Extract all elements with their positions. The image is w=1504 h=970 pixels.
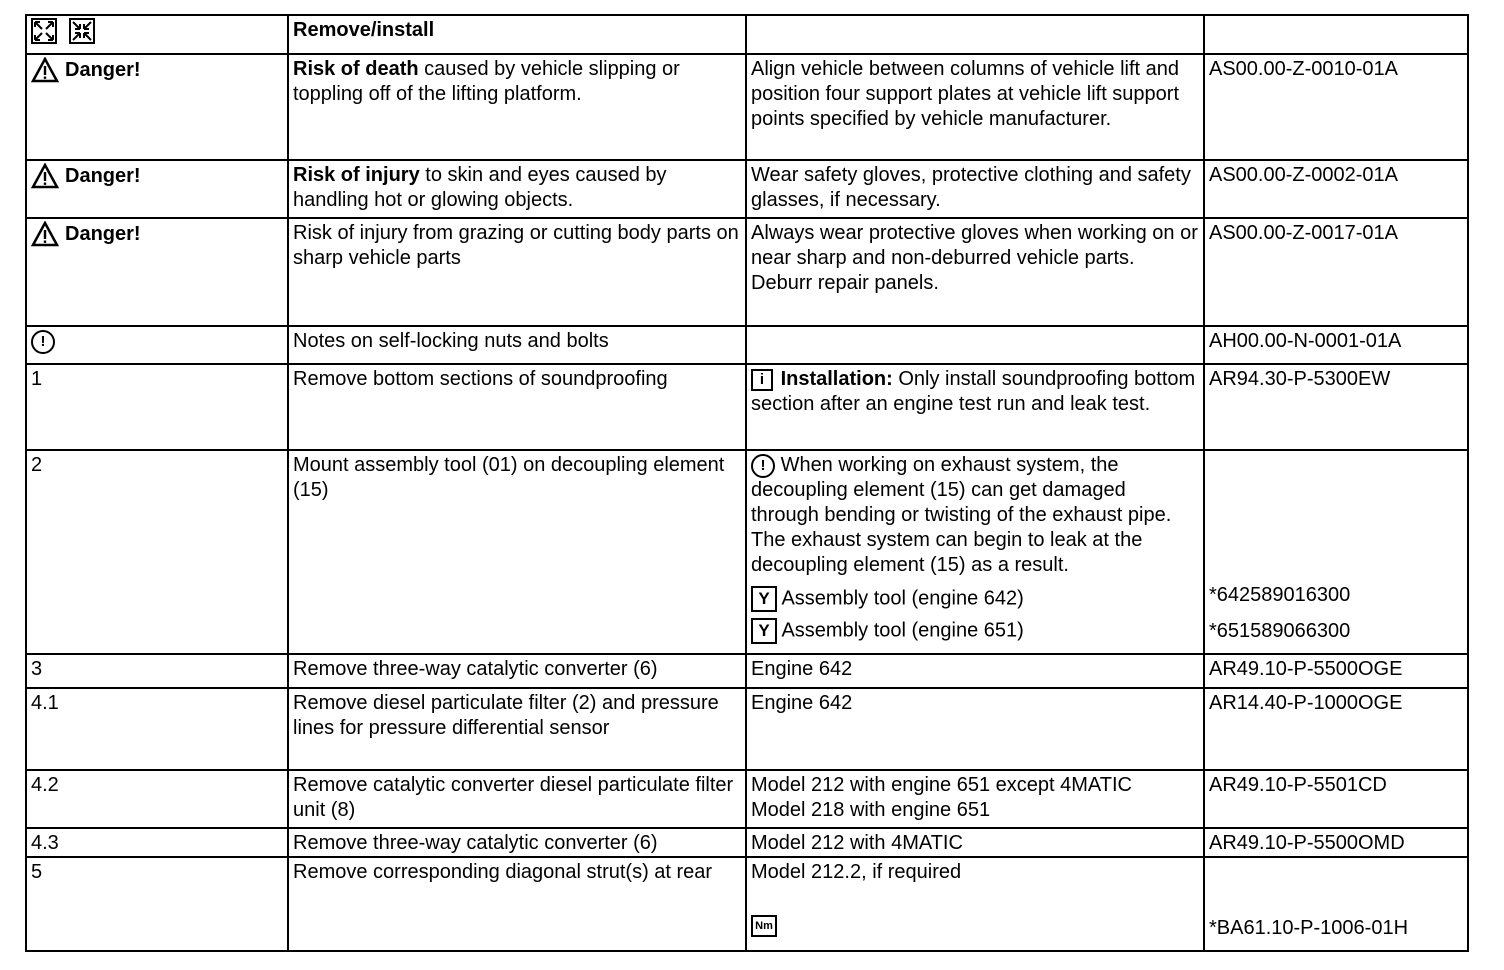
procedure-table <box>25 14 1469 952</box>
danger-cell <box>26 218 288 326</box>
step-description: Mount assembly tool (01) on decoupling element (15) <box>288 450 746 654</box>
danger-label: Danger! <box>65 164 141 187</box>
warning-triangle-icon <box>31 163 59 189</box>
installation-text: Only install soundproofing bottom section after an engine test run and leak test. <box>751 368 1196 415</box>
step-description: Remove bottom sections of soundproofing <box>288 364 746 450</box>
tool-label: Assembly tool (engine 651) <box>781 619 1024 642</box>
step-description: Remove three-way catalytic converter (6) <box>288 828 746 857</box>
remark-line: Model 212.2, if required <box>751 861 962 883</box>
table-row <box>26 828 1468 857</box>
step-description: Risk of injury from grazing or cutting body parts on sharp vehicle parts <box>288 218 746 326</box>
table-row <box>26 54 1468 160</box>
note-icon: ! <box>31 330 55 354</box>
tool-part-number[interactable]: *651589066300 <box>1209 620 1351 642</box>
tool-line <box>751 618 1199 644</box>
step-remark <box>746 326 1204 364</box>
document-reference[interactable]: AH00.00-N-0001-01A <box>1204 326 1468 364</box>
note-icon-cell <box>26 326 288 364</box>
torque-icon: Nm <box>751 915 777 937</box>
step-description: Notes on self-locking nuts and bolts <box>288 326 746 364</box>
step-number: 1 <box>26 364 288 450</box>
document-reference-cell <box>1204 450 1468 654</box>
step-number: 3 <box>26 654 288 688</box>
risk-title: Risk of death <box>293 58 419 80</box>
tool-icon: Y <box>751 586 777 612</box>
step-description: Remove catalytic converter diesel particulate filter unit (8) <box>288 770 746 828</box>
table-row <box>26 326 1468 364</box>
danger-cell <box>26 54 288 160</box>
step-remark <box>746 857 1204 951</box>
header-title: Remove/install <box>288 15 746 54</box>
info-icon: i <box>751 369 773 391</box>
document-reference-cell <box>1204 857 1468 951</box>
remark-line: Model 212 with engine 651 except 4MATIC <box>751 774 1132 796</box>
document-reference[interactable]: AS00.00-Z-0010-01A <box>1204 54 1468 160</box>
step-remark <box>746 218 1204 326</box>
table-row <box>26 160 1468 218</box>
step-number: 5 <box>26 857 288 951</box>
danger-label: Danger! <box>65 222 141 245</box>
step-description <box>288 160 746 218</box>
tool-part-number[interactable]: *642589016300 <box>1209 584 1351 606</box>
table-row <box>26 450 1468 654</box>
step-remark <box>746 450 1204 654</box>
table-row <box>26 857 1468 951</box>
tool-line <box>751 586 1199 612</box>
step-number: 4.3 <box>26 828 288 857</box>
table-row <box>26 770 1468 828</box>
table-row <box>26 218 1468 326</box>
document-reference[interactable]: AR14.40-P-1000OGE <box>1204 688 1468 770</box>
risk-text: caused by vehicle slipping or toppling off of the lifting platform. <box>293 58 680 105</box>
table-row <box>26 688 1468 770</box>
table-header-row <box>26 15 1468 54</box>
installation-label: Installation: <box>780 368 893 390</box>
tool-label: Assembly tool (engine 642) <box>781 587 1024 610</box>
expand-icon[interactable] <box>31 18 57 44</box>
step-remark: Engine 642 <box>746 654 1204 688</box>
step-remark: Wear safety gloves, protective clothing and safety glasses, if necessary. <box>746 160 1204 218</box>
step-description: Remove diesel particulate filter (2) and pressure lines for pressure differential sensor <box>288 688 746 770</box>
risk-text: to skin and eyes caused by handling hot or glowing objects. <box>293 164 667 211</box>
document-reference[interactable]: AS00.00-Z-0002-01A <box>1204 160 1468 218</box>
step-number: 4.2 <box>26 770 288 828</box>
step-remark <box>746 770 1204 828</box>
step-number: 2 <box>26 450 288 654</box>
table-row <box>26 364 1468 450</box>
step-remark: Engine 642 <box>746 688 1204 770</box>
risk-title: Risk of injury <box>293 164 420 186</box>
step-remark: Model 212 with 4MATIC <box>746 828 1204 857</box>
warning-triangle-icon <box>31 221 59 247</box>
collapse-icon[interactable] <box>69 18 95 44</box>
table-row <box>26 654 1468 688</box>
note-icon: ! <box>751 454 775 478</box>
torque-reference[interactable]: *BA61.10-P-1006-01H <box>1209 917 1409 939</box>
document-reference[interactable]: AR94.30-P-5300EW <box>1204 364 1468 450</box>
step-number: 4.1 <box>26 688 288 770</box>
warning-triangle-icon <box>31 57 59 83</box>
document-reference[interactable]: AR49.10-P-5501CD <box>1204 770 1468 828</box>
document-reference[interactable]: AR49.10-P-5500OMD <box>1204 828 1468 857</box>
remark-line: Model 218 with engine 651 <box>751 799 991 821</box>
remark-line: Deburr repair panels. <box>751 272 939 294</box>
note-text: When working on exhaust system, the decoupling element (15) can get damaged through bending or twisting of the exhaust pipe. The exhaust system can begin to leak at the decoupling element (15) as a result. <box>751 454 1172 576</box>
header-empty-cell <box>746 15 1204 54</box>
step-description: Remove three-way catalytic converter (6) <box>288 654 746 688</box>
tool-icon: Y <box>751 618 777 644</box>
step-description <box>288 54 746 160</box>
step-description: Remove corresponding diagonal strut(s) at rear <box>288 857 746 951</box>
step-remark <box>746 364 1204 450</box>
document-reference[interactable]: AS00.00-Z-0017-01A <box>1204 218 1468 326</box>
header-icons-cell <box>26 15 288 54</box>
header-empty-cell <box>1204 15 1468 54</box>
remark-line: Always wear protective gloves when working on or near sharp and non-deburred vehicle parts. <box>751 222 1198 269</box>
danger-cell <box>26 160 288 218</box>
danger-label: Danger! <box>65 58 141 81</box>
step-remark: Align vehicle between columns of vehicle lift and position four support plates at vehicle lift support points specified by vehicle manufacturer. <box>746 54 1204 160</box>
document-reference[interactable]: AR49.10-P-5500OGE <box>1204 654 1468 688</box>
